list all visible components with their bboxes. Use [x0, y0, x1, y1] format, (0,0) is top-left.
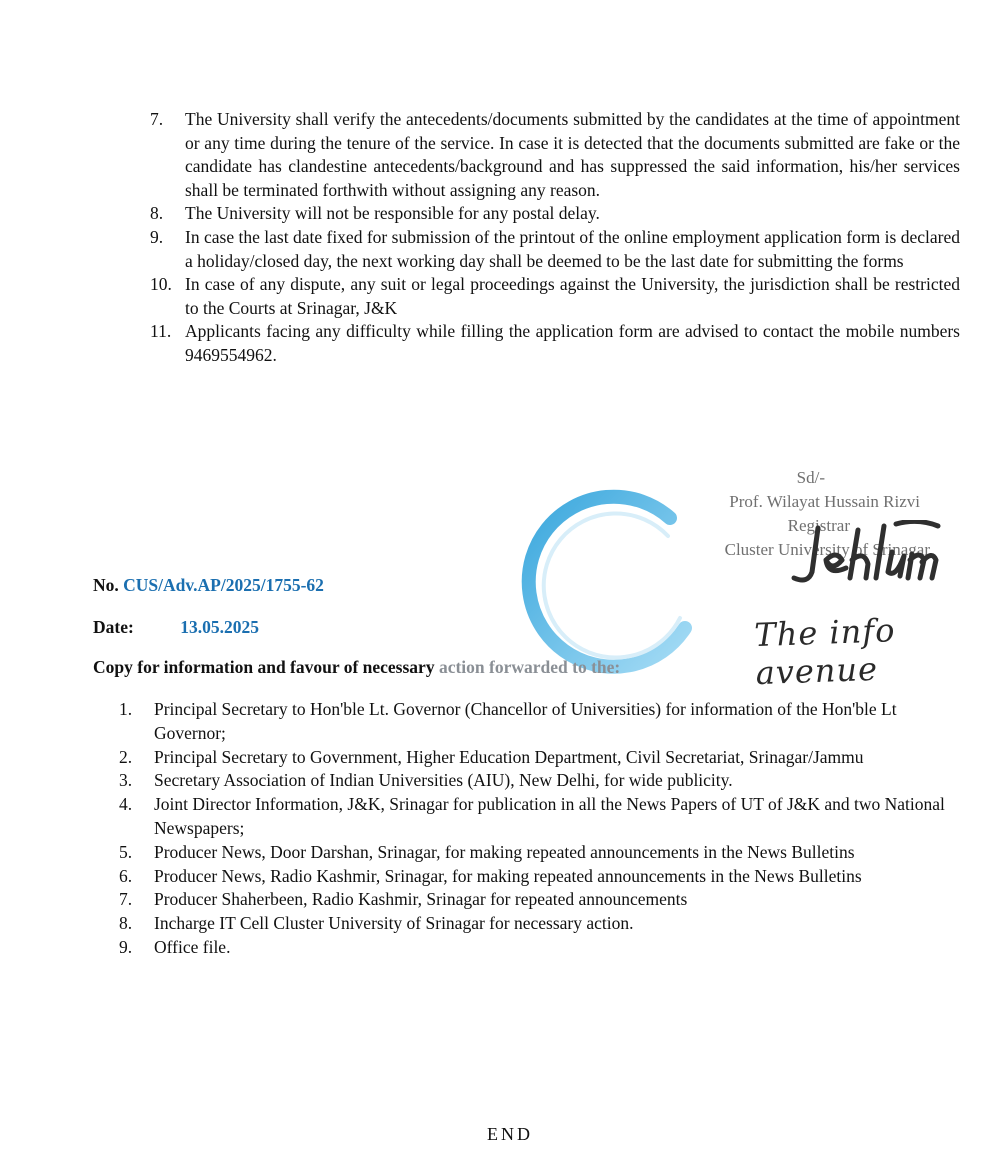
jehlum-logo-icon: [788, 520, 948, 590]
copy-line-faded: action forwarded to the:: [438, 657, 621, 677]
item-text: Secretary Association of Indian Universities (AIU), New Delhi, for wide publicity.: [154, 770, 733, 791]
reference-number: [93, 575, 324, 596]
list-item: [119, 769, 949, 793]
item-text: The University will not be responsible for any postal delay.: [185, 203, 600, 224]
list-item: [119, 936, 949, 960]
document-end-marker: END: [487, 1124, 533, 1144]
item-text: Applicants facing any difficulty while filling the application form are advised to contact the mobile numbers 9469554962.: [185, 321, 960, 365]
watermark-tagline: The info avenue: [753, 611, 897, 693]
reference-date-label: Date:: [93, 617, 134, 637]
item-text: The University shall verify the antecedents/documents submitted by the candidates at the time of appointment or any time during the tenure of the service. In case it is detected that the documents submitted are fake or the candidate has clandestine antecedents/background and has suppressed the said information, his/her services shall be terminated forthwith without assigning any reason.: [185, 109, 960, 200]
item-number: 8.: [119, 913, 133, 934]
item-number: 2.: [119, 746, 133, 767]
list-item: [150, 202, 960, 226]
item-number: 7.: [150, 109, 164, 129]
item-number: 7.: [119, 889, 133, 910]
terms-list: [150, 108, 960, 368]
item-number: 11.: [150, 321, 172, 342]
signature-sd: Sd/-: [796, 468, 825, 487]
list-item: [119, 698, 949, 746]
item-number: 4.: [119, 794, 133, 815]
item-text: In case the last date fixed for submission of the printout of the online employment application form is declared a holiday/closed day, the next working day shall be deemed to be the last date for submitting the forms: [185, 226, 960, 271]
reference-date: [93, 617, 259, 638]
copy-line-main: Copy for information and favour of necessary: [93, 657, 435, 677]
item-number: 3.: [119, 770, 133, 791]
item-text: Principal Secretary to Government, Higher Education Department, Civil Secretariat, Srinagar/Jammu: [154, 746, 864, 767]
signatory-name: Prof. Wilayat Hussain Rizvi: [729, 492, 920, 511]
item-number: 10.: [150, 274, 172, 295]
list-item: [119, 865, 949, 889]
signatory-university: Cluster University of Srinagar: [724, 540, 930, 559]
item-text: Incharge IT Cell Cluster University of Srinagar for necessary action.: [154, 913, 634, 934]
item-number: 9.: [119, 936, 133, 957]
list-item: [119, 746, 949, 770]
reference-no-label: No.: [93, 575, 119, 595]
list-item: [119, 912, 949, 936]
reference-no-value: CUS/Adv.AP/2025/1755-62: [123, 575, 324, 595]
item-number: 8.: [150, 203, 164, 224]
item-text: Producer News, Radio Kashmir, Srinagar, for making repeated announcements in the News Bulletins: [154, 865, 862, 886]
list-item: [119, 793, 949, 841]
item-text: In case of any dispute, any suit or legal proceedings against the University, the jurisdiction shall be restricted to the Courts at Srinagar, J&K: [185, 274, 960, 318]
signatory-designation: Registrar: [787, 516, 850, 535]
list-item: [150, 320, 960, 367]
item-text: Principal Secretary to Hon'ble Lt. Governor (Chancellor of Universities) for information of the Hon'ble Lt Governor;: [154, 699, 897, 743]
item-text: Producer Shaherbeen, Radio Kashmir, Srinagar for repeated announcements: [154, 889, 688, 910]
list-item: [119, 841, 949, 865]
item-text: Producer News, Door Darshan, Srinagar, for making repeated announcements in the News Bulletins: [154, 841, 855, 862]
item-text: Office file.: [154, 936, 231, 957]
item-text: Joint Director Information, J&K, Srinagar for publication in all the News Papers of UT of J&K and two National Newspapers;: [154, 794, 945, 838]
reference-date-value: 13.05.2025: [180, 617, 259, 637]
copy-forward-line: [93, 657, 620, 678]
item-number: 1.: [119, 699, 133, 719]
item-number: 9.: [150, 226, 164, 247]
item-number: 6.: [119, 865, 133, 886]
list-item: [150, 273, 960, 320]
list-item: [150, 108, 960, 202]
list-item: [150, 226, 960, 273]
list-item: [119, 888, 949, 912]
item-number: 5.: [119, 841, 133, 862]
recipients-list: [119, 698, 949, 960]
